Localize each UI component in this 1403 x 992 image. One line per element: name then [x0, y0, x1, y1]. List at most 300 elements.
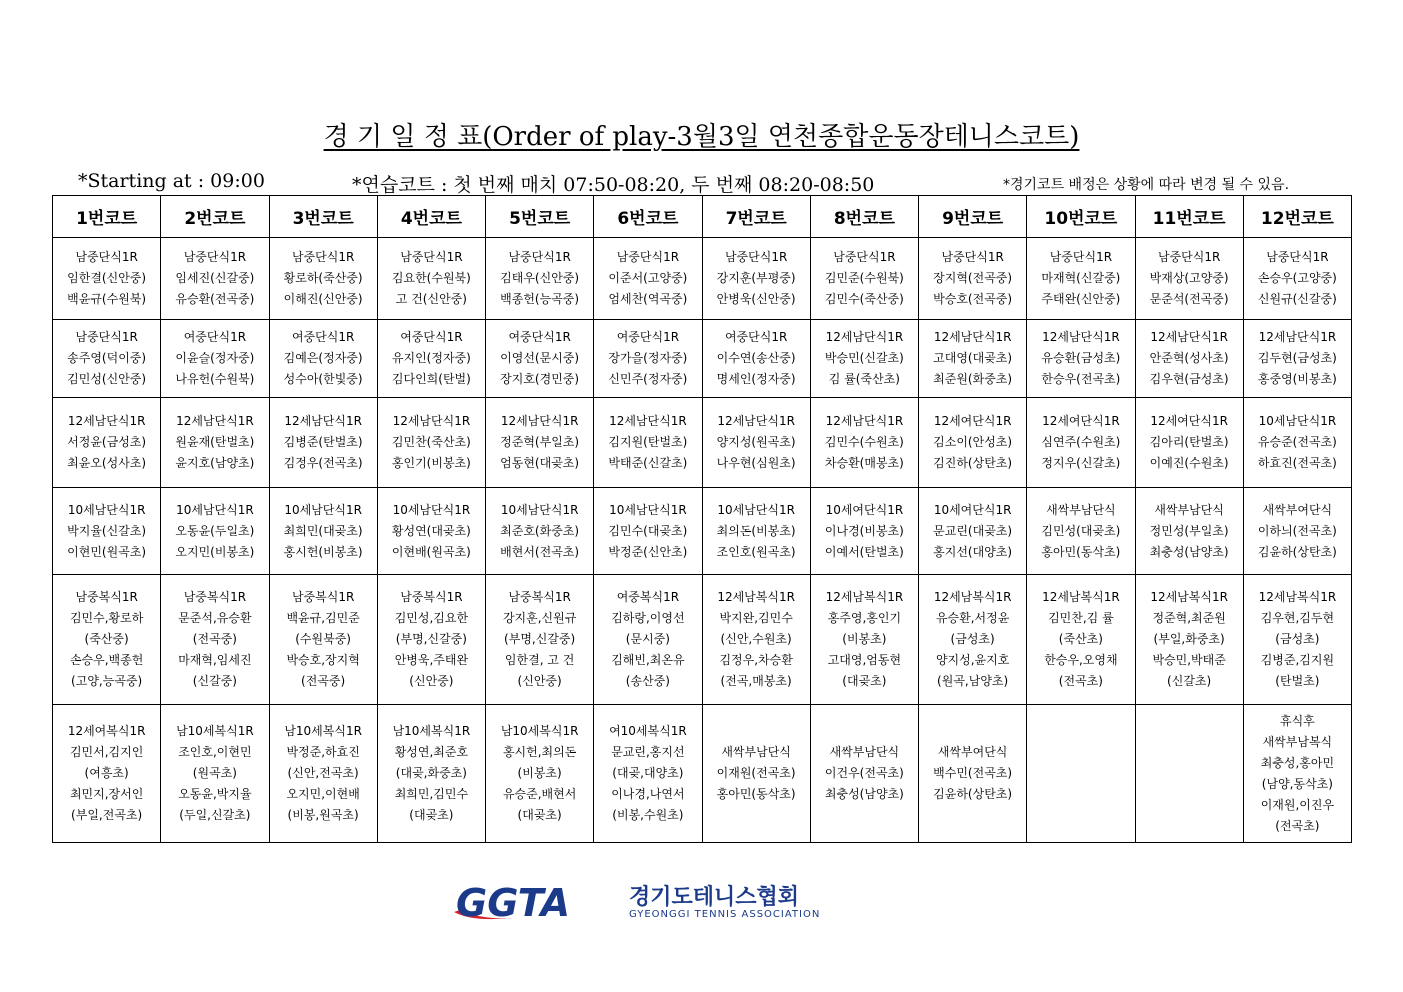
- match-line: 임한결, 고 건: [504, 653, 575, 667]
- match-line: (부명,신갈중): [504, 632, 576, 646]
- match-cell: [1135, 238, 1243, 320]
- match-line: (대곶초): [842, 674, 887, 688]
- match-cell: [1135, 575, 1243, 705]
- match-event: 12세남단식1R: [392, 414, 471, 428]
- match-line: 김민성(대곶초): [1041, 523, 1121, 538]
- match-line: 김민성(신안중): [67, 372, 147, 386]
- match-cell: [161, 398, 269, 488]
- match-line: 장가을(정자중): [608, 351, 688, 365]
- match-line: 이해진(신안중): [283, 292, 363, 306]
- match-line: 홍중영(비봉초): [1257, 372, 1337, 386]
- match-line: (여흥초): [84, 766, 129, 780]
- court-header-9: 9번코트: [919, 196, 1027, 238]
- match-line: (금성초): [950, 632, 995, 646]
- court-header-row: [53, 196, 1352, 238]
- match-cell: [810, 488, 918, 575]
- match-line: (전곡중): [301, 674, 346, 688]
- match-cell: [1027, 238, 1135, 320]
- match-event: 남중복식1R: [183, 590, 247, 604]
- match-cell: [702, 398, 810, 488]
- match-event: 새싹부남단식: [829, 745, 900, 759]
- match-line: 고대영(대곶초): [933, 351, 1013, 365]
- match-cell: [919, 705, 1027, 843]
- match-line: 하효진(전곡초): [1257, 456, 1337, 470]
- match-line: 안병욱(신안중): [716, 292, 796, 306]
- match-line: 유승준,배현서: [502, 787, 577, 801]
- match-event: 남10세복식1R: [500, 724, 579, 738]
- match-event: 10세남단식1R: [1258, 414, 1337, 428]
- match-cell: [1027, 398, 1135, 488]
- match-line: 홍시헌(비봉초): [283, 544, 363, 559]
- court-header-2: 2번코트: [161, 196, 269, 238]
- match-line: 박승민(신갈초): [824, 351, 904, 365]
- match-line: 배현서(전곡초): [500, 544, 580, 559]
- match-cell: [702, 488, 810, 575]
- match-event: 12세여복식1R: [67, 724, 146, 738]
- match-line: 홍시헌,최의돈: [502, 745, 577, 759]
- match-line: 최충성(남양초): [824, 787, 904, 801]
- logo-english-name: GYEONGGI TENNIS ASSOCIATION: [629, 909, 821, 920]
- court-header-8: 8번코트: [810, 196, 918, 238]
- match-event: 여중단식1R: [616, 330, 680, 344]
- match-event: 10세남단식1R: [717, 502, 795, 517]
- match-line: (탄벌초): [1275, 674, 1320, 688]
- match-line: 유지인(정자중): [391, 351, 471, 365]
- match-event: 10세여단식1R: [933, 502, 1012, 517]
- match-event: 남중단식1R: [75, 330, 138, 344]
- match-line: (대곶,대양초): [612, 766, 684, 780]
- match-event: 남중복식1R: [508, 590, 571, 604]
- match-event: 12세남단식1R: [1258, 330, 1337, 344]
- match-line: 조인호(원곡초): [716, 544, 796, 559]
- match-event: 남10세복식1R: [392, 724, 471, 738]
- match-cell: [269, 398, 377, 488]
- match-line: 김민찬,김 률: [1048, 611, 1114, 625]
- match-cell: [486, 705, 594, 843]
- match-cell: [1135, 705, 1243, 843]
- match-line: 장지호(경민중): [500, 372, 580, 386]
- match-cell: [486, 238, 594, 320]
- match-event: 남중단식1R: [616, 250, 680, 264]
- match-cell: [53, 398, 161, 488]
- match-line: (비봉,수원초): [612, 808, 684, 822]
- match-line: 문교린,홍지선: [611, 745, 685, 759]
- match-line: 최준원(화중초): [933, 372, 1013, 386]
- schedule-row: [53, 398, 1352, 488]
- match-line: 이윤슬(정자중): [175, 351, 255, 365]
- match-line: 최준호(화중초): [500, 523, 580, 538]
- match-cell: [594, 488, 702, 575]
- match-cell: [269, 575, 377, 705]
- match-line: (금성초): [1275, 632, 1320, 646]
- match-event: 새싹부남단식: [721, 745, 791, 759]
- schedule-row: [53, 238, 1352, 320]
- match-event: 남10세복식1R: [176, 724, 254, 738]
- match-event: 10세남단식1R: [67, 502, 146, 517]
- schedule-table: [52, 195, 1352, 843]
- match-line: 최충성(남양초): [1149, 544, 1229, 559]
- match-line: 김지원(탄벌초): [608, 435, 688, 449]
- match-cell: [1027, 705, 1135, 843]
- match-cell: [269, 320, 377, 398]
- match-line: 김우현(금성초): [1149, 372, 1229, 386]
- starting-time: *Starting at : 09:00: [78, 170, 265, 192]
- match-event: 남중단식1R: [941, 250, 1004, 264]
- match-line: 김요한(수원북): [391, 271, 471, 285]
- match-line: (대곶초): [517, 808, 562, 822]
- match-line: 황로하(죽산중): [283, 271, 363, 285]
- logo-mark-text: GGTA: [456, 881, 571, 925]
- match-line: (죽산초): [1058, 632, 1103, 646]
- match-line: (수원북중): [295, 632, 351, 646]
- match-cell: [594, 398, 702, 488]
- match-cell: [1243, 575, 1351, 705]
- match-line: 최충성,홍아민: [1260, 755, 1335, 770]
- match-line: 홍지선(대양초): [933, 544, 1013, 559]
- match-line: 유승환(금성초): [1041, 351, 1121, 365]
- match-line: 홍인기(비봉초): [391, 456, 471, 470]
- match-cell: [1027, 320, 1135, 398]
- match-event: 12세남단식1R: [717, 414, 795, 428]
- match-event: 12세남단식1R: [284, 414, 362, 428]
- match-event: 남중단식1R: [183, 250, 247, 264]
- match-event: 12세남단식1R: [176, 414, 254, 428]
- match-line: 손승우,백종헌: [69, 653, 144, 667]
- match-line: 홍아민(동삭초): [1041, 544, 1121, 559]
- match-line: (부명,신갈중): [395, 632, 467, 646]
- match-line: 오동윤(두일초): [175, 523, 255, 538]
- match-line: (전곡초): [1058, 674, 1103, 688]
- match-cell: [269, 238, 377, 320]
- match-line: 박정준,하효진: [286, 745, 360, 759]
- match-cell: [594, 575, 702, 705]
- match-line: 엄동현(대곶초): [500, 456, 580, 470]
- match-cell: [810, 238, 918, 320]
- match-line: 김윤하(상탄초): [1257, 544, 1337, 559]
- match-cell: [810, 320, 918, 398]
- match-cell: [269, 488, 377, 575]
- match-line: (전곡중): [192, 632, 237, 646]
- match-cell: [1135, 320, 1243, 398]
- match-event: 새싹부여단식: [937, 745, 1008, 759]
- match-line: 심연주(수원초): [1041, 435, 1121, 449]
- court-header-10: 10번코트: [1027, 196, 1135, 238]
- match-line: 정민성(부일초): [1149, 523, 1229, 538]
- match-line: 오동윤,박지율: [178, 787, 252, 801]
- match-event: 남중단식1R: [508, 250, 571, 264]
- match-cell: [377, 238, 485, 320]
- match-cell: [377, 488, 485, 575]
- match-line: 이영선(문시중): [500, 351, 580, 365]
- match-line: 문준석(전곡중): [1149, 292, 1229, 306]
- match-cell: [161, 705, 269, 843]
- match-line: 최윤오(성사초): [67, 456, 147, 470]
- match-line: 이하늬(전곡초): [1257, 523, 1337, 538]
- court-header-6: 6번코트: [594, 196, 702, 238]
- match-line: (신안,전곡초): [287, 766, 359, 780]
- match-event: 여10세복식1R: [609, 724, 687, 738]
- match-cell: [1243, 705, 1351, 843]
- match-cell: [919, 488, 1027, 575]
- schedule-row: [53, 575, 1352, 705]
- match-line: 김병준,김지원: [1260, 653, 1335, 667]
- match-line: 박태준(신갈초): [608, 456, 688, 470]
- match-cell: [1135, 488, 1243, 575]
- match-line: 안병욱,주태완: [394, 653, 469, 667]
- match-line: 김민성,김요한: [394, 611, 469, 625]
- match-cell: [161, 488, 269, 575]
- match-line: 김병준(탄벌초): [283, 435, 363, 449]
- match-line: 양지성(원곡초): [716, 435, 796, 449]
- match-cell: [702, 575, 810, 705]
- match-cell: [594, 320, 702, 398]
- match-line: 이예서(탄벌초): [824, 544, 904, 559]
- match-line: 유승환(전곡중): [175, 292, 255, 306]
- court-header-5: 5번코트: [486, 196, 594, 238]
- match-event: 10세남단식1R: [500, 502, 579, 517]
- match-line: 안준혁(성사초): [1149, 351, 1229, 365]
- match-cell: [1135, 398, 1243, 488]
- match-line: 김민수(대곶초): [608, 523, 688, 538]
- match-line: 이현민(원곡초): [67, 544, 147, 559]
- match-line: 김민수(죽산중): [824, 292, 904, 306]
- match-line: (신안중): [517, 674, 562, 688]
- match-line: 김예은(정자중): [283, 351, 363, 365]
- match-event: 12세남단식1R: [825, 414, 904, 428]
- match-event: 12세남복식1R: [933, 590, 1012, 604]
- match-line: 김윤하(상탄초): [933, 787, 1013, 801]
- match-cell: [919, 320, 1027, 398]
- match-event: 남중단식1R: [724, 250, 788, 264]
- match-event: 남중단식1R: [1266, 250, 1329, 264]
- match-line: 신민주(정자중): [608, 372, 688, 386]
- match-line: 박승호,장지혁: [286, 653, 360, 667]
- match-cell: [702, 705, 810, 843]
- court-assignment-note: *경기코트 배정은 상황에 따라 변경 될 수 있음.: [1003, 177, 1290, 193]
- match-line: 이건우(전곡초): [824, 766, 904, 780]
- match-line: 최희민,김민수: [394, 787, 469, 801]
- match-line: (원곡초): [192, 766, 237, 780]
- match-event: 새싹부남단식: [1046, 502, 1116, 517]
- match-line: 이현배(원곡초): [391, 544, 471, 559]
- match-event: 남중복식1R: [400, 590, 463, 604]
- match-line: 박승호(전곡중): [933, 292, 1013, 306]
- match-line: 임한결(신안중): [67, 271, 147, 285]
- match-line: 백윤규,김민준: [286, 611, 360, 625]
- match-event: 휴식후: [1279, 713, 1315, 728]
- match-line: (문시중): [625, 632, 670, 646]
- match-event: 남중단식1R: [75, 250, 138, 264]
- match-event: 10세남단식1R: [609, 502, 687, 517]
- match-line: 마재혁,임세진: [178, 653, 252, 667]
- match-line: (신갈초): [1167, 674, 1212, 688]
- match-cell: [919, 238, 1027, 320]
- match-line: 김태우(신안중): [500, 271, 580, 285]
- match-line: 송주영(덕이중): [67, 351, 147, 365]
- match-line: 문준석,유승환: [178, 611, 252, 625]
- match-line: 백수민(전곡초): [933, 766, 1013, 780]
- match-line: 박재상(고양중): [1149, 271, 1229, 285]
- match-line: 홍주영,홍인기: [827, 611, 902, 625]
- match-line: 신원규(신갈중): [1257, 292, 1337, 306]
- match-line: 김하랑,이영선: [611, 611, 685, 625]
- match-event: 12세여단식1R: [1150, 414, 1228, 428]
- match-cell: [269, 705, 377, 843]
- match-cell: [486, 398, 594, 488]
- match-line: 황성연(대곶초): [391, 523, 471, 538]
- match-line: 나유헌(수원북): [175, 372, 255, 386]
- match-event: 10세남단식1R: [284, 502, 362, 517]
- match-cell: [53, 320, 161, 398]
- match-line: 나우현(심원초): [716, 456, 796, 470]
- match-event: 여중단식1R: [400, 330, 463, 344]
- match-event: 12세남단식1R: [67, 414, 146, 428]
- match-event: 10세남단식1R: [176, 502, 254, 517]
- match-line: 차승환(매봉초): [824, 456, 904, 470]
- match-cell: [53, 238, 161, 320]
- match-line: (두일,신갈초): [179, 808, 251, 822]
- match-line: 손승우(고양중): [1257, 271, 1337, 285]
- match-line: (원곡,남양초): [937, 674, 1009, 688]
- match-line: 정지우(신갈초): [1041, 456, 1121, 470]
- match-event: 12세남단식1R: [1150, 330, 1228, 344]
- match-event: 12세남단식1R: [500, 414, 579, 428]
- match-event: 남중단식1R: [833, 250, 896, 264]
- match-cell: [1243, 320, 1351, 398]
- match-line: 유승준(전곡초): [1257, 435, 1337, 449]
- match-line: 김정우(전곡초): [283, 456, 363, 470]
- match-line: 김우현,김두현: [1260, 611, 1335, 625]
- match-line: 이재원(전곡초): [716, 766, 796, 780]
- match-line: 최희민(대곶초): [283, 523, 363, 538]
- match-event: 12세여단식1R: [933, 414, 1012, 428]
- match-line: 김민수,황로하: [69, 611, 144, 625]
- match-line: 정준혁,최준원: [1152, 611, 1226, 625]
- match-line: 정준혁(부일초): [500, 435, 580, 449]
- match-event: 남중단식1R: [1157, 250, 1221, 264]
- match-line: 강지훈(부평중): [716, 271, 796, 285]
- match-event: 새싹부여단식: [1262, 502, 1333, 517]
- match-cell: [810, 575, 918, 705]
- match-cell: [53, 575, 161, 705]
- match-line: 홍아민(동삭초): [716, 787, 796, 801]
- schedule-row: [53, 488, 1352, 575]
- match-line: 김아리(탄벌초): [1149, 435, 1229, 449]
- practice-court-info: *연습코트 : 첫 번째 매치 07:50-08:20, 두 번째 08:20-08:50: [352, 174, 875, 196]
- match-event: 여중단식1R: [508, 330, 571, 344]
- match-line: 주태완(신안중): [1041, 292, 1121, 306]
- match-line: 명세인(정자중): [716, 372, 796, 386]
- schedule-row: [53, 705, 1352, 843]
- match-line: 한승우(전곡초): [1041, 372, 1121, 386]
- match-cell: [1243, 238, 1351, 320]
- match-line: 이준서(고양중): [608, 271, 688, 285]
- match-event: 12세남복식1R: [1150, 590, 1228, 604]
- match-line: 최의돈(비봉초): [716, 523, 796, 538]
- match-line: 엄세찬(역곡중): [608, 292, 688, 306]
- match-line: 백종헌(능곡중): [500, 292, 580, 306]
- match-cell: [486, 575, 594, 705]
- match-cell: [919, 398, 1027, 488]
- match-line: 원윤재(탄벌초): [175, 435, 255, 449]
- match-cell: [377, 575, 485, 705]
- court-header-11: 11번코트: [1135, 196, 1243, 238]
- match-line: 박승민,박태준: [1152, 653, 1226, 667]
- match-line: (신갈중): [192, 674, 237, 688]
- match-line: (대곶초): [409, 808, 454, 822]
- match-event: 12세남단식1R: [825, 330, 904, 344]
- match-line: 강지훈,신원규: [502, 611, 577, 625]
- match-line: (전곡,매봉초): [720, 674, 792, 688]
- match-line: (비봉초): [517, 766, 562, 780]
- match-cell: [594, 705, 702, 843]
- match-event: 12세남단식1R: [609, 414, 687, 428]
- match-line: 유승환,서정윤: [935, 611, 1010, 625]
- match-event: 12세남단식1R: [933, 330, 1012, 344]
- match-line: (남양,동삭초): [1261, 776, 1333, 791]
- match-cell: [594, 238, 702, 320]
- court-header-12: 12번코트: [1243, 196, 1351, 238]
- match-line: 이나경(비봉초): [824, 523, 904, 538]
- match-line: (신안,수원초): [720, 632, 792, 646]
- match-line: 새싹부남복식: [1262, 734, 1333, 749]
- match-event: 여중단식1R: [183, 330, 247, 344]
- match-cell: [486, 488, 594, 575]
- match-cell: [53, 705, 161, 843]
- match-cell: [810, 705, 918, 843]
- match-line: 이예진(수원초): [1149, 456, 1229, 470]
- ggta-logo-mark: [452, 880, 617, 925]
- match-line: 박정준(신안초): [608, 544, 688, 559]
- match-cell: [1243, 398, 1351, 488]
- match-line: 박지완,김민수: [719, 611, 793, 625]
- court-header-1: 1번코트: [53, 196, 161, 238]
- match-line: 김진하(상탄초): [933, 456, 1013, 470]
- match-line: 문교린(대곶초): [933, 523, 1013, 538]
- match-event: 12세남복식1R: [1258, 590, 1337, 604]
- match-line: 임세진(신갈중): [175, 271, 255, 285]
- match-line: 이재원,이진우: [1260, 797, 1335, 812]
- match-line: (부일,전곡초): [71, 808, 143, 822]
- match-line: (죽산중): [84, 632, 129, 646]
- match-line: (신안중): [409, 674, 454, 688]
- schedule-row: [53, 320, 1352, 398]
- match-line: 윤지호(남양초): [175, 456, 255, 470]
- match-line: 고 건(신안중): [395, 292, 467, 306]
- match-line: 성수아(한빛중): [283, 372, 363, 386]
- match-cell: [919, 575, 1027, 705]
- match-event: 남10세복식1R: [284, 724, 362, 738]
- match-event: 남중복식1R: [75, 590, 138, 604]
- match-cell: [1027, 488, 1135, 575]
- match-event: 새싹부남단식: [1154, 502, 1224, 517]
- court-header-3: 3번코트: [269, 196, 377, 238]
- match-line: 김민준(수원북): [824, 271, 904, 285]
- match-line: (송산중): [625, 674, 670, 688]
- match-event: 남중단식1R: [400, 250, 463, 264]
- match-event: 12세남단식1R: [1042, 330, 1120, 344]
- match-line: 김정우,차승환: [719, 653, 793, 667]
- match-line: 한승우,오영채: [1044, 653, 1118, 667]
- match-event: 남중단식1R: [291, 250, 355, 264]
- match-line: 마재혁(신갈중): [1041, 271, 1121, 285]
- match-event: 여중단식1R: [291, 330, 355, 344]
- match-line: (부일,화중초): [1153, 632, 1225, 646]
- match-line: (비봉초): [842, 632, 887, 646]
- match-event: 12세남복식1R: [717, 590, 795, 604]
- match-line: 김다인희(탄벌): [391, 372, 471, 386]
- match-cell: [1243, 488, 1351, 575]
